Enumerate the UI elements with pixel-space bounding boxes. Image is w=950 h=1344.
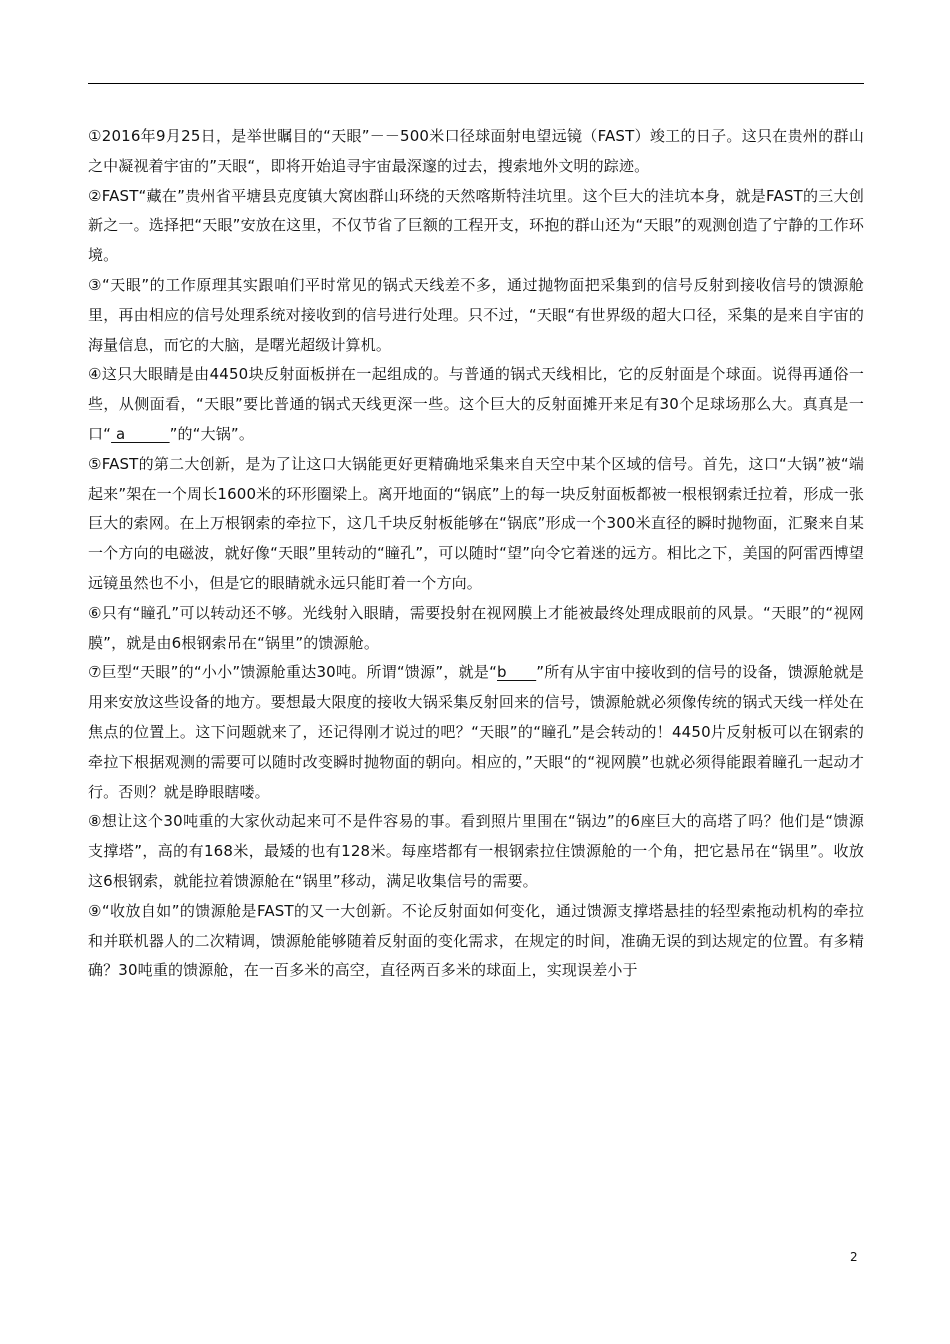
fill-blank-a: a [111, 424, 170, 443]
paragraph-2-text: ②FAST“藏在”贵州省平塘县克度镇大窝凼群山环绕的天然喀斯特洼坑里。这个巨大的洼坑本身，就是FAST的三大创新之一。选择把“天眼”安放在这里，不仅节省了巨额的工程开支，环抱的群山还为“天眼”的观测创造了宁静的工作环境。 [88, 186, 864, 265]
document-body [88, 122, 864, 986]
page-number: 2 [850, 1250, 858, 1264]
paragraph-1 [88, 122, 864, 182]
paragraph-4 [88, 360, 864, 449]
paragraph-9-text: ⑨“收放自如”的馈源舱是FAST的又一大创新。不论反射面如何变化，通过馈源支撑塔悬挂的轻型索拖动机构的牵拉和并联机器人的二次精调，馈源舱能够随着反射面的变化需求，在规定的时间，准确无误的到达规定的位置。有多精确？30吨重的馈源舱，在一百多米的高空，直径两百多米的球面上，实现误差小于 [88, 901, 864, 980]
paragraph-5 [88, 450, 864, 599]
paragraph-8 [88, 807, 864, 896]
paragraph-6-text: ⑥只有“瞳孔”可以转动还不够。光线射入眼睛，需要投射在视网膜上才能被最终处理成眼前的风景。“天眼”的“视网膜”，就是由6根钢索吊在“锅里”的馈源舱。 [88, 603, 864, 652]
paragraph-9 [88, 897, 864, 986]
paragraph-3-text: ③“天眼”的工作原理其实跟咱们平时常见的锅式天线差不多，通过抛物面把采集到的信号反射到接收信号的馈源舱里，再由相应的信号处理系统对接收到的信号进行处理。只不过，“天眼“有世界级的超大口径，采集的是来自宇宙的海量信息，而它的大脑，是曙光超级计算机。 [88, 275, 864, 354]
header-rule [88, 83, 864, 84]
paragraph-3 [88, 271, 864, 360]
paragraph-7-text-start: ⑦巨型“天眼”的“小小”馈源舱重达30吨。所谓“馈源”，就是“ [88, 663, 497, 682]
paragraph-7-text-end: ”所有从宇宙中接收到的信号的设备，馈源舱就是用来安放这些设备的地方。要想最大限度的接收大锅采集反射回来的信号，馈源舱就必须像传统的锅式天线一样处在焦点的位置上。这下问题就来了，还记得刚才说过的吧？“天眼”的“瞳孔”是会转动的！4450片反射板可以在钢索的牵拉下根据观测的需要可以随时改变瞬时抛物面的朝向。相应的，”天眼“的“视网膜”也就必须得能跟着瞳孔一起动才行。否则？就是睁眼瞎喽。 [88, 663, 864, 801]
paragraph-4-text-start: ④这只大眼睛是由4450块反射面板拼在一起组成的。与普通的锅式天线相比，它的反射面是个球面。说得再通俗一些，从侧面看，“天眼”要比普通的锅式天线更深一些。这个巨大的反射面摊开来足有30个足球场那么大。真真是一口“ [88, 365, 864, 443]
paragraph-8-text: ⑧想让这个30吨重的大家伙动起来可不是件容易的事。看到照片里围在“锅边”的6座巨大的高塔了吗？他们是“馈源支撑塔”，高的有168米，最矮的也有128米。每座塔都有一根钢索拉住馈源舱的一个角，把它悬吊在“锅里”。收放这6根钢索，就能拉着馈源舱在“锅里”移动，满足收集信号的需要。 [88, 812, 864, 890]
paragraph-7 [88, 658, 864, 807]
paragraph-4-text-end: ”的“大锅”。 [169, 424, 254, 443]
paragraph-2 [88, 182, 864, 271]
paragraph-1-text: ①2016年9月25日，是举世瞩目的“天眼”－－500米口径球面射电望远镜（FAST）竣工的日子。这只在贵州的群山之中凝视着宇宙的”天眼“，即将开始追寻宇宙最深邃的过去，搜索地外文明的踪迹。 [88, 127, 864, 175]
paragraph-5-text: ⑤FAST的第二大创新，是为了让这口大锅能更好更精确地采集来自天空中某个区域的信号。首先，这口“大锅”被“端起来”架在一个周长1600米的环形圈梁上。离开地面的“锅底”上的每一块反射面板都被一根根钢索迁拉着，形成一张巨大的索网。在上万根钢索的牵拉下，这几千块反射板能够在“锅底”形成一个300米直径的瞬时抛物面，汇聚来自某一个方向的电磁波，就好像“天眼”里转动的“瞳孔”，可以随时“望”向令它着迷的远方。相比之下，美国的阿雷西博望远镜虽然也不小，但是它的眼睛就永远只能盯着一个方向。 [88, 454, 864, 592]
fill-blank-b: b [497, 663, 537, 682]
paragraph-6 [88, 599, 864, 659]
